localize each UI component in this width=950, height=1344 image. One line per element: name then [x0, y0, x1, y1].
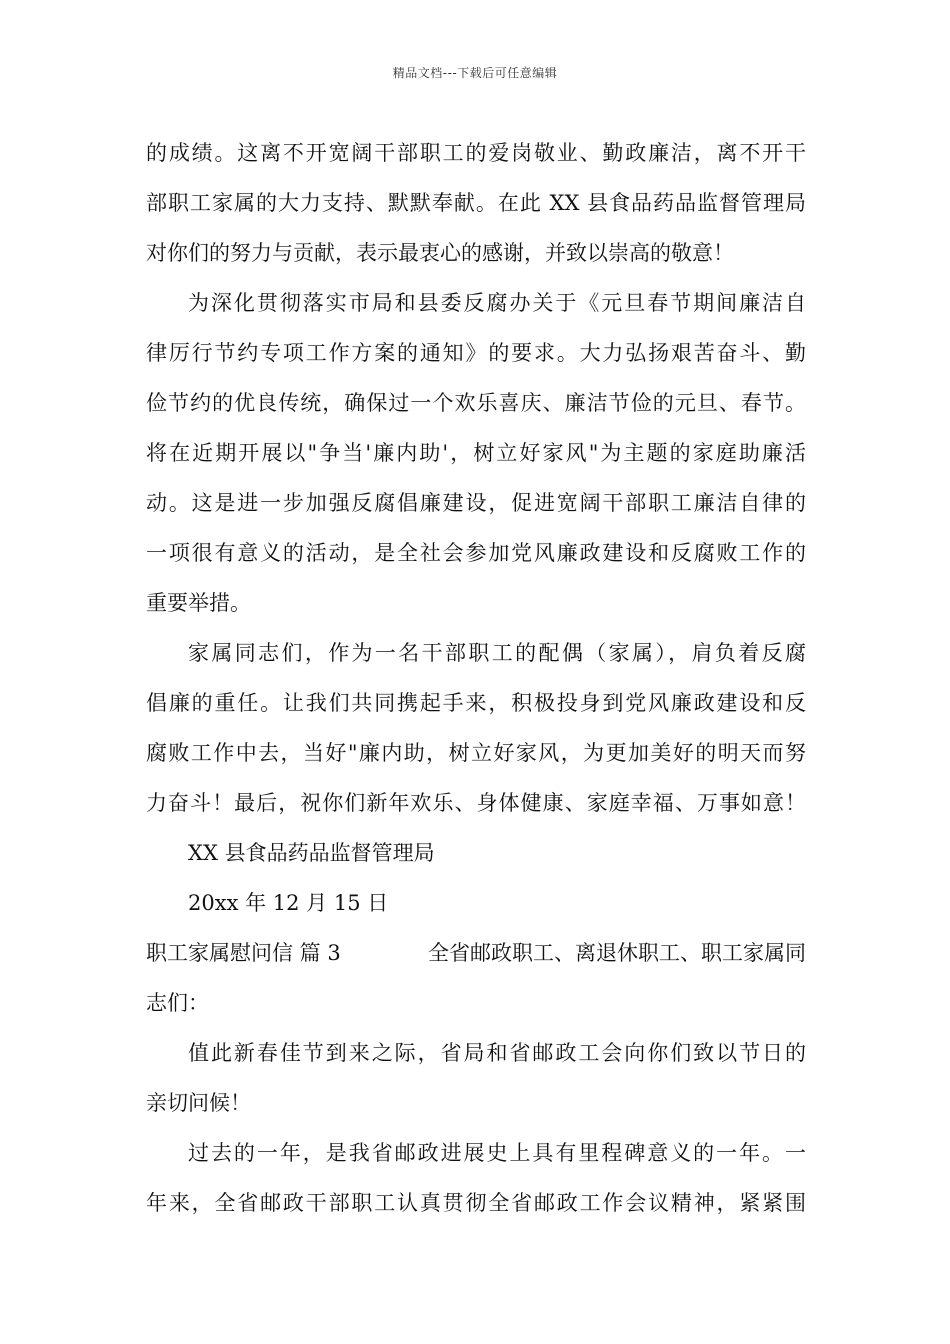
text-line: 对你们的努力与贡献，表示最衷心的感谢，并致以崇高的敬意！	[146, 241, 734, 265]
text-line: 俭节约的优良传统，确保过一个欢乐喜庆、廉洁节俭的元旦、春节。	[146, 391, 806, 415]
text-line: 过去的一年，是我省邮政进展史上具有里程碑意义的一年。一	[188, 1141, 806, 1165]
text-line: 的成绩。这离不开宽阔干部职工的爱岗敬业、勤政廉洁，离不开干	[146, 141, 806, 165]
text-line: 腐败工作中去，当好"廉内助，树立好家风，为更加美好的明天而努	[146, 741, 806, 765]
text-line: 律厉行节约专项工作方案的通知》的要求。大力弘扬艰苦奋斗、勤	[146, 341, 806, 365]
salutation-start: 全省邮政职工、离退休职工、职工家属同	[428, 941, 806, 965]
text-line: 志们：	[146, 991, 209, 1015]
text-line: 重要举措。	[146, 591, 251, 615]
section-title-line	[146, 928, 806, 978]
signature-date: 20xx 年 12 月 15 日	[188, 891, 389, 915]
text-line: 倡廉的重任。让我们共同携起手来，积极投身到党风廉政建设和反	[146, 691, 806, 715]
text-line: 年来，全省邮政干部职工认真贯彻全省邮政工作会议精神，紧紧围	[146, 1191, 806, 1215]
text-line: 值此新春佳节到来之际，省局和省邮政工会向你们致以节日的	[188, 1041, 806, 1065]
section-title: 职工家属慰问信 篇 3	[146, 941, 341, 965]
text-line: 部职工家属的大力支持、默默奉献。在此 XX 县食品药品监督管理局	[146, 191, 806, 215]
text-line: 为深化贯彻落实市局和县委反腐办关于《元旦春节期间廉洁自	[188, 291, 806, 315]
text-line: 将在近期开展以"争当'廉内助'，树立好家风"为主题的家庭助廉活	[146, 441, 806, 465]
text-line: 家属同志们，作为一名干部职工的配偶（家属），肩负着反腐	[188, 641, 806, 665]
document-body	[146, 128, 806, 1228]
page-header: 精品文档---下载后可任意编辑	[392, 66, 558, 80]
text-line: 亲切问候！	[146, 1091, 251, 1115]
text-line: 一项很有意义的活动，是全社会参加党风廉政建设和反腐败工作的	[146, 541, 806, 565]
text-line: 力奋斗！最后，祝你们新年欢乐、身体健康、家庭幸福、万事如意！	[146, 791, 806, 815]
text-line: 动。这是进一步加强反腐倡廉建设，促进宽阔干部职工廉洁自律的	[146, 491, 806, 515]
signature-org: XX 县食品药品监督管理局	[188, 841, 435, 865]
